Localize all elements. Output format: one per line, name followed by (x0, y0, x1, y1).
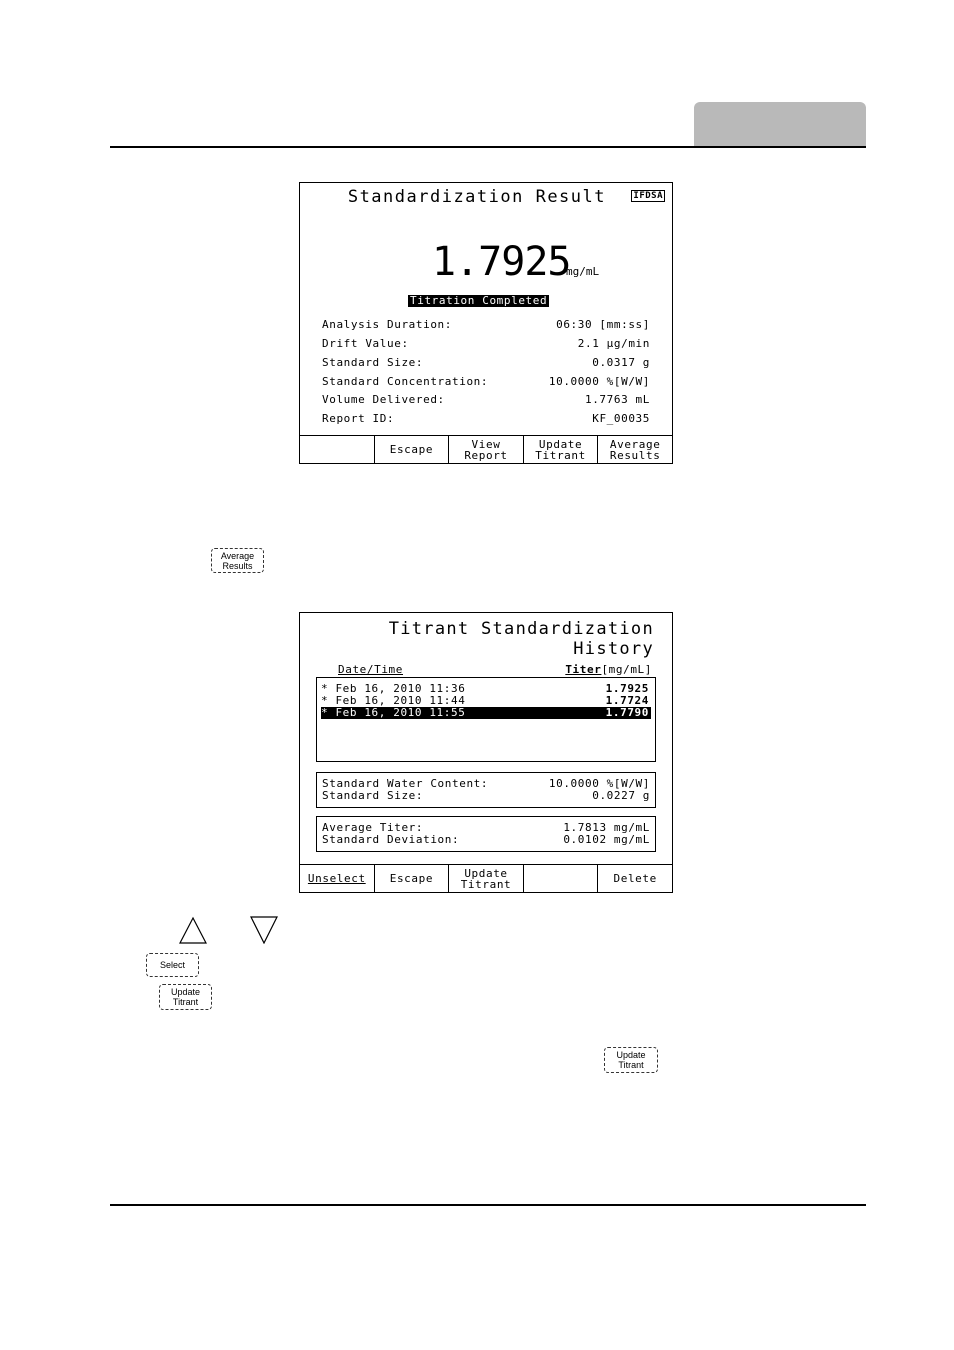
standardization-result-screen (299, 182, 673, 464)
view-report-softkey[interactable]: View Report (448, 436, 523, 463)
item-titer: 1.7925 (605, 682, 649, 695)
row-value: 06:30 [mm:ss] (556, 318, 650, 331)
item-titer: 1.7724 (605, 694, 649, 707)
info-label: Standard Water Content: (322, 777, 489, 790)
triangle-up-icon[interactable] (178, 916, 208, 944)
result-row (322, 356, 650, 372)
unselect-softkey[interactable] (300, 865, 374, 892)
info-value: 1.7813 mg/mL (563, 821, 650, 834)
softkey-bar (300, 864, 672, 892)
average-results-key[interactable]: Average Results (211, 548, 264, 573)
header-tab (694, 102, 866, 146)
item-date: * Feb 16, 2010 11:44 (321, 694, 466, 707)
header-rule (110, 146, 866, 148)
info-value: 10.0000 %[W/W] (548, 777, 650, 790)
result-value: 1.7925 (432, 239, 571, 285)
row-label: Standard Concentration: (322, 375, 489, 388)
standard-info-box (316, 772, 656, 808)
select-key[interactable]: Select (146, 953, 199, 977)
unselect-label: Unselect (307, 872, 366, 885)
screen-title: Titrant Standardization History (388, 619, 654, 659)
info-label: Standard Deviation: (322, 833, 460, 846)
softkey-blank[interactable] (300, 436, 374, 463)
info-value: 0.0227 g (592, 789, 650, 802)
item-titer: 1.7790 (605, 706, 649, 719)
item-date: * Feb 16, 2010 11:36 (321, 682, 466, 695)
average-results-softkey[interactable]: Average Results (597, 436, 672, 463)
result-row (322, 412, 650, 428)
date-column-header: Date/Time (338, 663, 404, 676)
titer-header-label: Titer (565, 663, 602, 676)
delete-softkey[interactable]: Delete (597, 865, 672, 892)
info-label: Standard Size: (322, 789, 424, 802)
row-label: Standard Size: (322, 356, 424, 369)
row-label: Volume Delivered: (322, 393, 445, 406)
titer-column-header (565, 663, 652, 676)
result-row (322, 337, 650, 353)
escape-softkey[interactable]: Escape (374, 865, 449, 892)
row-label: Report ID: (322, 412, 395, 425)
update-titrant-key[interactable]: Update Titrant (159, 984, 212, 1010)
triangle-down-icon[interactable] (249, 916, 279, 944)
update-titrant-softkey[interactable]: Update Titrant (448, 865, 523, 892)
row-value: KF_00035 (592, 412, 650, 425)
titer-header-unit: [mg/mL] (601, 663, 652, 676)
result-row (322, 375, 650, 391)
footer-rule (110, 1204, 866, 1206)
softkey-bar (300, 435, 672, 463)
info-label: Average Titer: (322, 821, 424, 834)
status-banner: Titration Completed (410, 294, 548, 307)
result-row (322, 318, 650, 334)
result-unit: mg/mL (566, 265, 600, 278)
history-list[interactable] (316, 677, 656, 762)
row-value: 2.1 µg/min (577, 337, 650, 350)
row-label: Analysis Duration: (322, 318, 453, 331)
row-value: 0.0317 g (592, 356, 650, 369)
screen-title: Standardization Result (347, 187, 606, 207)
list-item-selected[interactable] (321, 707, 651, 719)
item-date: * Feb 16, 2010 11:55 (321, 706, 466, 719)
row-value: 10.0000 %[W/W] (548, 375, 650, 388)
titrant-history-screen (299, 612, 673, 893)
status-badge: IFDSA (633, 191, 663, 201)
update-titrant-softkey[interactable]: Update Titrant (523, 436, 598, 463)
result-row (322, 393, 650, 409)
average-info-box (316, 816, 656, 852)
info-value: 0.0102 mg/mL (563, 833, 650, 846)
update-titrant-key[interactable]: Update Titrant (604, 1047, 658, 1073)
row-label: Drift Value: (322, 337, 409, 350)
softkey-blank[interactable] (523, 865, 598, 892)
escape-softkey[interactable]: Escape (374, 436, 449, 463)
row-value: 1.7763 mL (584, 393, 650, 406)
